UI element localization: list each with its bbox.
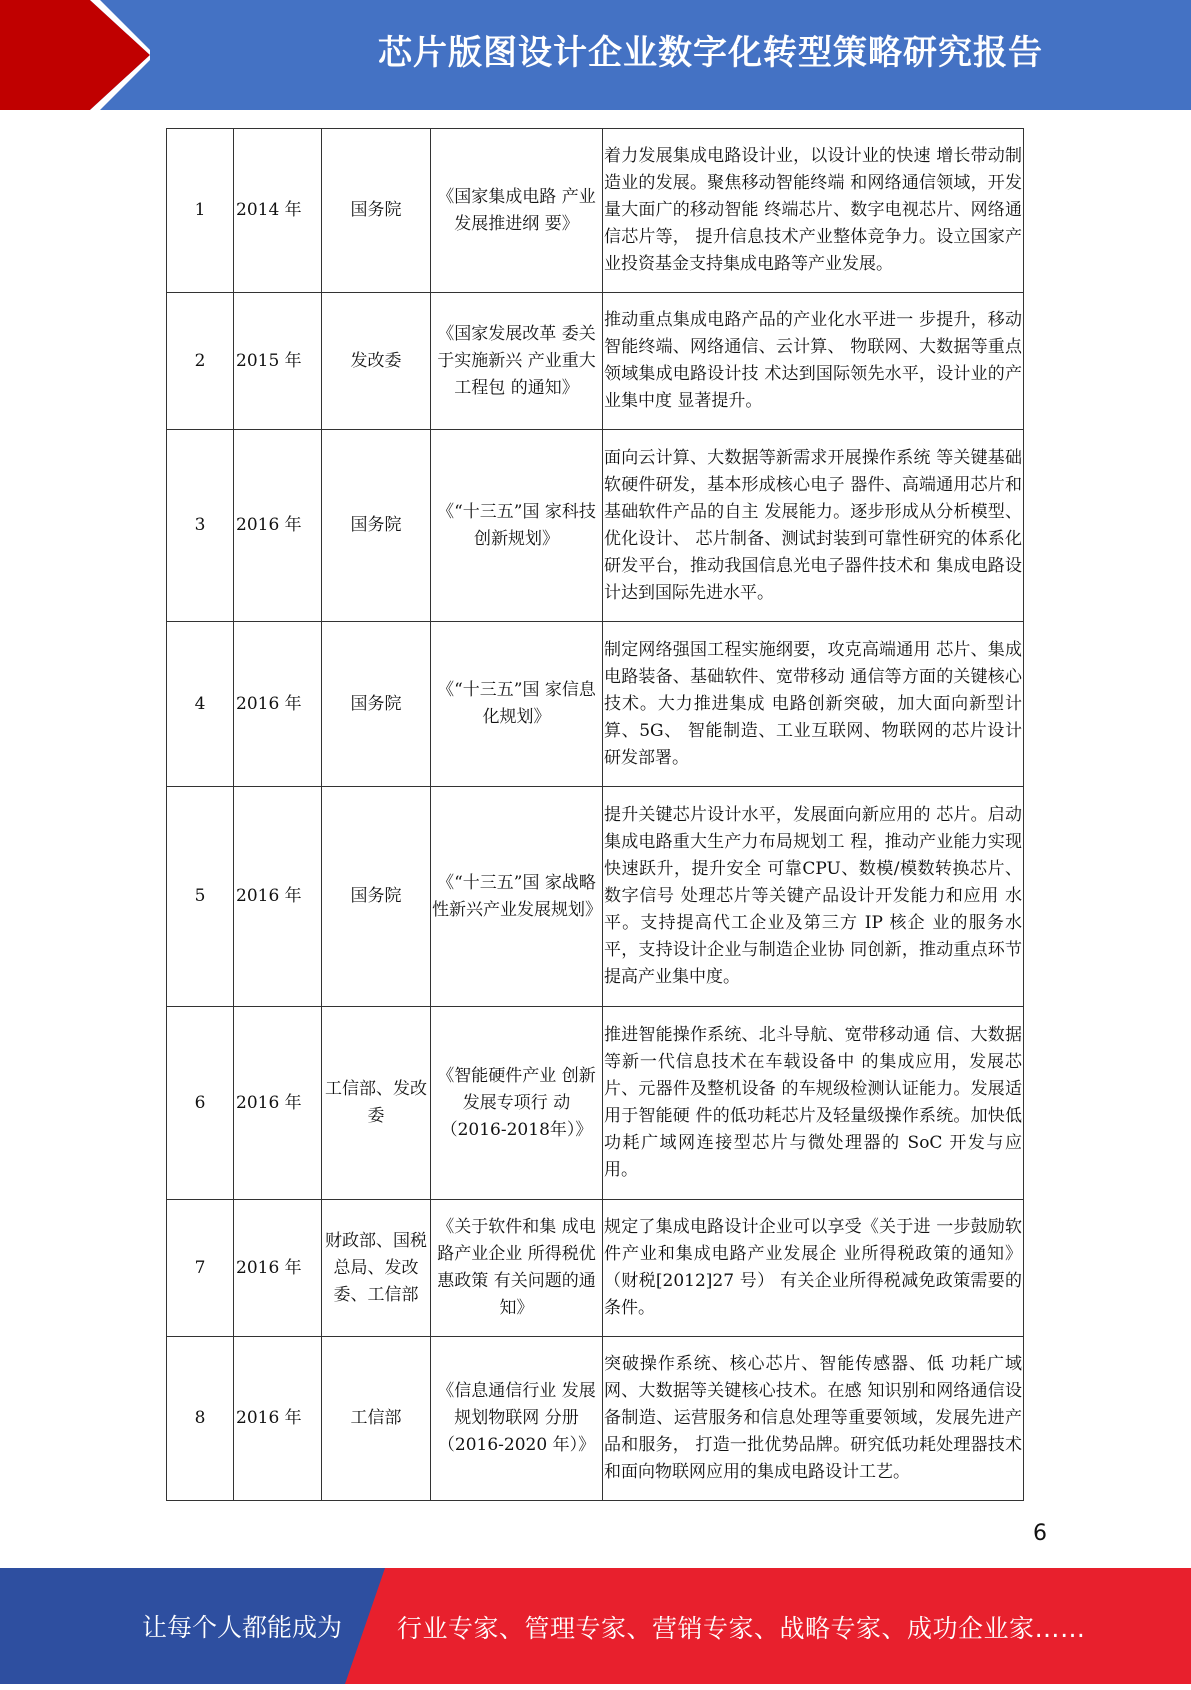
- footer-slogan-left: 让每个人都能成为: [142, 1613, 343, 1642]
- table-row: [167, 293, 1024, 430]
- row-document: 《国家发展改革 委关于实施新兴 产业重大工程包 的通知》: [431, 293, 603, 430]
- row-description: 提升关键芯片设计水平，发展面向新应用的 芯片。启动集成电路重大生产力布局规划工 程，推动产业能力实现快速跃升，提升安全 可靠CPU、数模/模数转换芯片、数字信号 处理芯片等关键产品设计开发能力和应用 水平。支持提高代工企业及第三方 IP 核企 业的服务水平，支持设计企业与制造企业协 同创新，推动重点环节提高产业集中度。: [603, 787, 1024, 1007]
- row-number: 1: [167, 129, 234, 293]
- row-description: 推进智能操作系统、北斗导航、宽带移动通 信、大数据等新一代信息技术在车载设备中 的集成应用，发展芯片、元器件及整机设备 的车规级检测认证能力。发展适用于智能硬 件的低功耗芯片及轻量级操作系统。加快低 功耗广域网连接型芯片与微处理器的 SoC 开发与应用。: [603, 1007, 1024, 1200]
- row-number: 7: [167, 1200, 234, 1337]
- row-year: 2016 年: [234, 622, 322, 787]
- page-header: [0, 0, 1191, 110]
- report-title: 芯片版图设计企业数字化转型策略研究报告: [378, 33, 1043, 73]
- row-department: 国务院: [322, 430, 431, 622]
- row-description: 制定网络强国工程实施纲要，攻克高端通用 芯片、集成电路装备、基础软件、宽带移动 通信等方面的关键核心技术。大力推进集成 电路创新突破，加大面向新型计算、5G、 智能制造、工业互联网、物联网的芯片设计 研发部署。: [603, 622, 1024, 787]
- row-department: 国务院: [322, 622, 431, 787]
- row-description: 突破操作系统、核心芯片、智能传感器、低 功耗广域网、大数据等关键核心技术。在感 知识别和网络通信设备制造、运营服务和信息处理等重要领域，发展先进产品和服务， 打造一批优势品牌。研究低功耗处理器技术 和面向物联网应用的集成电路设计工艺。: [603, 1337, 1024, 1501]
- row-description: 面向云计算、大数据等新需求开展操作系统 等关键基础软硬件研发，基本形成核心电子 器件、高端通用芯片和基础软件产品的自主 发展能力。逐步形成从分析模型、优化设计、 芯片制备、测试封装到可靠性研究的体系化 研发平台，推动我国信息光电子器件技术和 集成电路设计达到国际先进水平。: [603, 430, 1024, 622]
- row-number: 8: [167, 1337, 234, 1501]
- table-row: [167, 787, 1024, 1007]
- row-number: 6: [167, 1007, 234, 1200]
- table-row: [167, 622, 1024, 787]
- row-document: 《“十三五”国 家信息化规划》: [431, 622, 603, 787]
- row-document: 《“十三五”国 家科技创新规划》: [431, 430, 603, 622]
- page-number: 6: [1033, 1521, 1047, 1546]
- footer-slogan-right: 行业专家、管理专家、营销专家、战略专家、成功企业家……: [397, 1614, 1086, 1643]
- row-document: 《关于软件和集 成电路产业企业 所得税优惠政策 有关问题的通 知》: [431, 1200, 603, 1337]
- row-department: 工信部、发改委: [322, 1007, 431, 1200]
- row-document: 《智能硬件产业 创新发展专项行 动（2016-2018年）》: [431, 1007, 603, 1200]
- row-number: 4: [167, 622, 234, 787]
- row-year: 2016 年: [234, 430, 322, 622]
- row-year: 2014 年: [234, 129, 322, 293]
- row-number: 2: [167, 293, 234, 430]
- row-year: 2016 年: [234, 1200, 322, 1337]
- row-description: 着力发展集成电路设计业，以设计业的快速 增长带动制造业的发展。聚焦移动智能终端 和网络通信领域，开发量大面广的移动智能 终端芯片、数字电视芯片、网络通信芯片等， 提升信息技术产业整体竞争力。设立国家产 业投资基金支持集成电路等产业发展。: [603, 129, 1024, 293]
- table-row: [167, 1007, 1024, 1200]
- policy-table: [166, 128, 1024, 1501]
- row-document: 《“十三五”国 家战略性新兴产业发展规划》: [431, 787, 603, 1007]
- page-footer: [0, 1568, 1191, 1684]
- row-department: 财政部、国税总局、发改委、工信部: [322, 1200, 431, 1337]
- header-chevron-icon: [0, 0, 150, 110]
- row-year: 2016 年: [234, 787, 322, 1007]
- row-year: 2015 年: [234, 293, 322, 430]
- row-document: 《国家集成电路 产业发展推进纲 要》: [431, 129, 603, 293]
- table-row: [167, 1337, 1024, 1501]
- row-number: 3: [167, 430, 234, 622]
- row-department: 工信部: [322, 1337, 431, 1501]
- row-department: 国务院: [322, 787, 431, 1007]
- row-document: 《信息通信行业 发展规划物联网 分册（2016-2020 年）》: [431, 1337, 603, 1501]
- table-row: [167, 129, 1024, 293]
- table-row: [167, 1200, 1024, 1337]
- row-description: 推动重点集成电路产品的产业化水平进一 步提升，移动智能终端、网络通信、云计算、 物联网、大数据等重点领域集成电路设计技 术达到国际领先水平，设计业的产业集中度 显著提升。: [603, 293, 1024, 430]
- row-department: 国务院: [322, 129, 431, 293]
- row-year: 2016 年: [234, 1337, 322, 1501]
- row-description: 规定了集成电路设计企业可以享受《关于进 一步鼓励软件产业和集成电路产业发展企 业所得税政策的通知》（财税[2012]27 号） 有关企业所得税减免政策需要的条件。: [603, 1200, 1024, 1337]
- row-number: 5: [167, 787, 234, 1007]
- table-row: [167, 430, 1024, 622]
- row-year: 2016 年: [234, 1007, 322, 1200]
- row-department: 发改委: [322, 293, 431, 430]
